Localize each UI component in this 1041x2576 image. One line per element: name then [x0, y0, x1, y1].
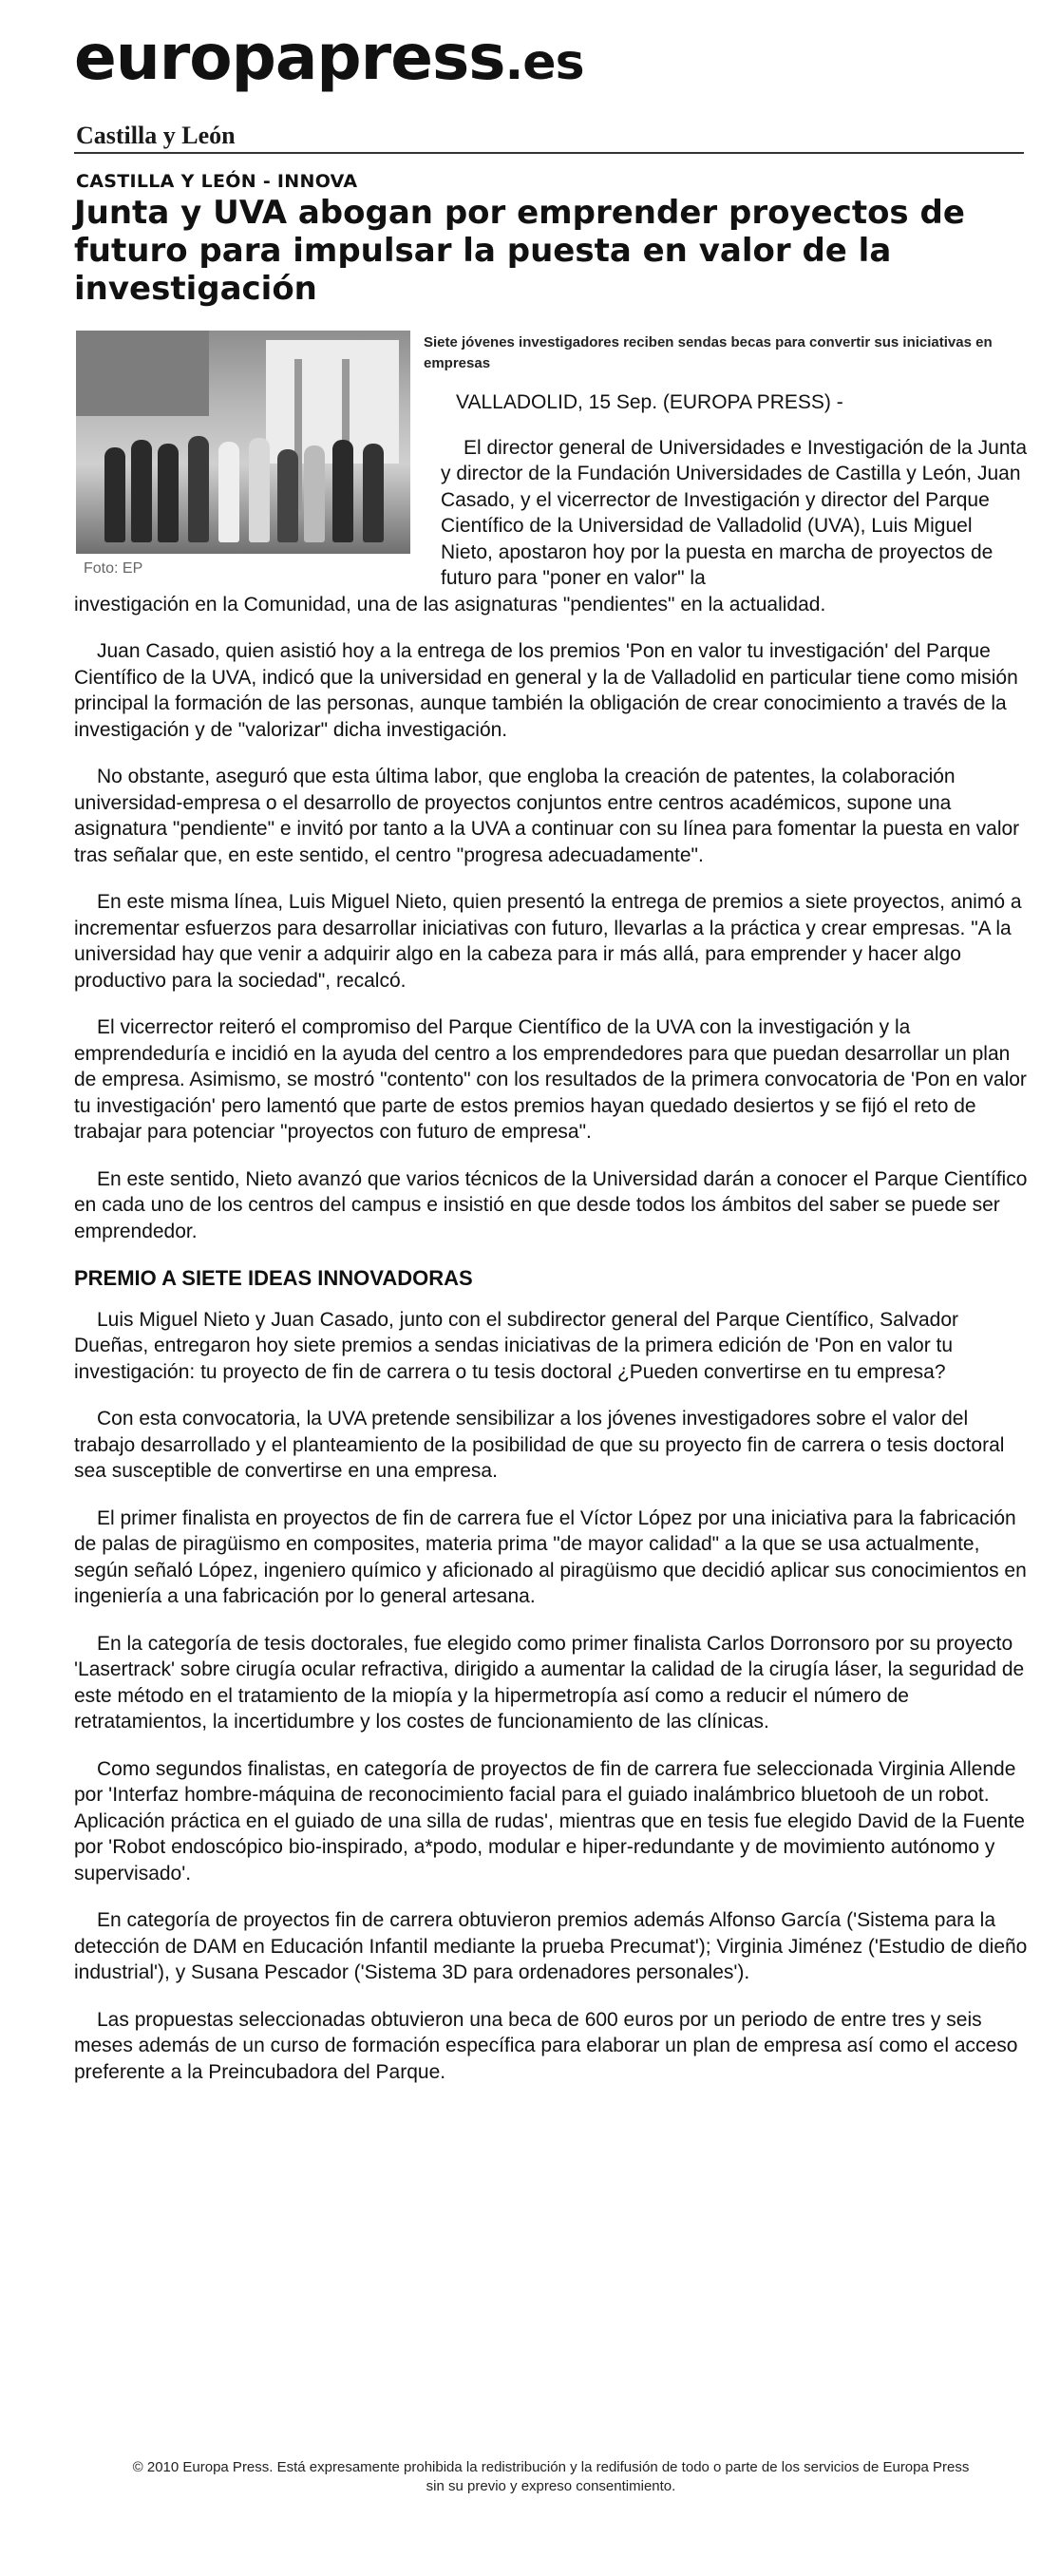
article-paragraph: Con esta convocatoria, la UVA pretende sensibilizar a los jóvenes investigadores sobre el valor del trabajo desarrollado y el planteamiento de la posibilidad de que su proyecto fin de carrera o tesis doctoral sea susceptible de convertirse en una empresa. [74, 1408, 1005, 1482]
article-paragraph: Las propuestas seleccionadas obtuvieron una beca de 600 euros por un periodo de entre tres y seis meses además de un curso de formación específica para elaborar un plan de empresa así como el acceso preferente a la Preincubadora del Parque. [74, 2008, 1018, 2083]
section-name: Castilla y León [76, 122, 236, 149]
logo-main: europapress [74, 21, 505, 94]
section-heading: PREMIO A SIETE IDEAS INNOVADORAS [74, 1266, 473, 1290]
europapress-logo [74, 21, 584, 94]
article-paragraph: En la categoría de tesis doctorales, fue elegido como primer finalista Carlos Dorronsoro por su proyecto 'Lasertrack' sobre cirugía ocular refractiva, dirigido a aumentar la calidad de la cirugía láser, la seguridad de este método en el tratamiento de la miopía y la hipermetropía así como a reducir el número de retratamientos, la incertidumbre y los costes de funcionamiento de las clínicas. [74, 1632, 1025, 1733]
article-dateline: VALLADOLID, 15 Sep. (EUROPA PRESS) - [456, 391, 843, 413]
copyright-line: © 2010 Europa Press. Está expresamente prohibida la redistribución y la redifusión de todo o parte de los servicios de Europa Press [132, 2459, 970, 2475]
article-kicker: CASTILLA Y LEÓN - INNOVA [76, 171, 358, 192]
photo-credit: Foto: EP [84, 560, 143, 577]
copyright-footer [74, 2458, 1028, 2496]
article-paragraph: En este sentido, Nieto avanzó que varios técnicos de la Universidad darán a conocer el Parque Científico en cada uno de los centros del campus e insistió en que desde todos los ámbitos del saber se puede ser emprendedor. [74, 1167, 1028, 1242]
article-paragraph: investigación en la Comunidad, una de las asignaturas "pendientes" en la actualidad. [74, 593, 826, 616]
article-headline: Junta y UVA abogan por emprender proyectos de futuro para impulsar la puesta en valor de la investigación [74, 194, 965, 308]
article-paragraph: No obstante, aseguró que esta última labor, que engloba la creación de patentes, la colaboración universidad-empresa o el desarrollo de proyectos conjuntos entre centros académicos, supone una asignatura "pendiente" e invitó por tanto a la UVA a continuar con su línea para fomentar la puesta en valor tras señalar que, en este sentido, el centro "progresa adecuadamente". [74, 766, 1020, 866]
article-paragraph: Juan Casado, quien asistió hoy a la entrega de los premios 'Pon en valor tu investigación' del Parque Científico de la UVA, indicó que la universidad en general y la de Valladolid en particular tiene como misión principal la formación de las personas, aunque también la obligación de crear conocimiento a través de la investigación y de "valorizar" dicha investigación. [74, 640, 1018, 741]
article-paragraph: El director general de Universidades e Investigación de la Junta y director de la Fundación Universidades de Castilla y León, Juan Casado, y el vicerrector de Investigación y director del Parque Científico de la Universidad de Valladolid (UVA), Luis Miguel Nieto, apostaron hoy por la puesta en marcha de proyectos de futuro para "poner en valor" la [441, 436, 1028, 589]
header-divider [74, 152, 1024, 154]
article-subheadline: Siete jóvenes investigadores reciben sendas becas para convertir sus iniciativas en empresas [424, 334, 993, 371]
article-paragraph: En categoría de proyectos fin de carrera obtuvieron premios además Alfonso García ('Sistema para la detección de DAM en Educación Infantil mediante la prueba Precumat'); Virginia Jiménez ('Estudio de dieño industrial'), y Susana Pescador ('Sistema 3D para ordenadores personales'). [74, 1909, 1028, 1983]
copyright-line: sin su previo y expreso consentimiento. [426, 2478, 676, 2494]
article-body [74, 389, 1028, 2106]
article-paragraph: En este misma línea, Luis Miguel Nieto, quien presentó la entrega de premios a siete proyectos, animó a incrementar esfuerzos para desarrollar iniciativas con futuro, llevarlas a la práctica y crear empresas. "A la universidad hay que venir a adquirir algo en la cabeza para ir más allá, para emprender y hacer algo productivo para la sociedad", recalcó. [74, 891, 1022, 992]
article-paragraph: El primer finalista en proyectos de fin de carrera fue el Víctor López por una iniciativa para la fabricación de palas de piragüismo en composites, materia prima "de mayor calidad" a la que se usa actualmente, según señaló López, ingeniero químico y aficionado al piragüismo que decidió aplicar sus conocimientos en ingeniería a una fabricación por lo general artesana. [74, 1506, 1027, 1607]
logo-suffix: .es [504, 34, 584, 91]
article-paragraph: Luis Miguel Nieto y Juan Casado, junto con el subdirector general del Parque Científico, Salvador Dueñas, entregaron hoy siete premios a sendas iniciativas de la primera edición de 'Pon en valor tu investigación: tu proyecto de fin de carrera o tu tesis doctoral ¿Pueden convertirse en tu empresa? [74, 1308, 959, 1383]
article-paragraph: Como segundos finalistas, en categoría de proyectos de fin de carrera fue seleccionada Virginia Allende por 'Interfaz hombre-máquina de reconocimiento facial para el guiado inalámbrico bluetooh de un robot. Aplicación práctica en el guiado de una silla de rudas', mientras que en tesis fue elegido David de la Fuente por 'Robot endoscópico bio-inspirado, a*podo, modular e hiper-redundante y de movimiento autónomo y supervisado'. [74, 1757, 1025, 1885]
article-paragraph: El vicerrector reiteró el compromiso del Parque Científico de la UVA con la investigación y la emprendeduría e incidió en la ayuda del centro a los emprendedores para que puedan desarrollar un plan de empresa. Asimismo, se mostró "contento" con los resultados de la primera convocatoria de 'Pon en valor tu investigación' pero lamentó que parte de estos premios hayan quedado desiertos y se fijó el reto de trabajar para potenciar "proyectos con futuro de empresa". [74, 1016, 1027, 1143]
